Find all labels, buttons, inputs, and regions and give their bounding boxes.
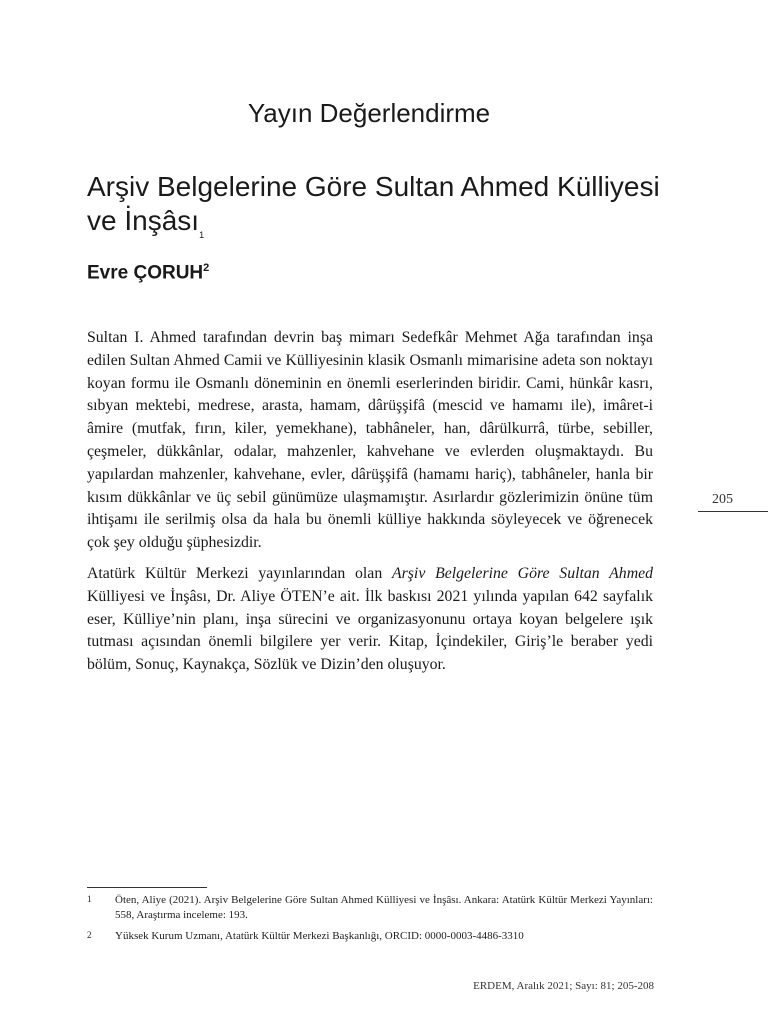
section-title: Yayın Değerlendirme	[247, 98, 491, 128]
footnote-1-mark: 1	[87, 894, 92, 904]
footnote-2	[87, 929, 653, 944]
title-footnote-mark[interactable]: 1	[199, 230, 205, 240]
page-number: 205	[712, 492, 733, 507]
body-paragraph-2	[87, 563, 653, 677]
author-name	[87, 262, 209, 284]
footnotes	[87, 893, 653, 950]
footnote-1	[87, 893, 653, 923]
journal-info: ERDEM, Aralık 2021; Sayı: 81; 205-208	[473, 980, 654, 992]
author-name-text: Evre ÇORUH	[87, 262, 204, 284]
book-title-italic: Arşiv Belgelerine Göre Sultan Ahmed	[391, 564, 654, 582]
body-paragraph-1: Sultan I. Ahmed tarafından devrin baş mimarı Sedefkâr Mehmet Ağa tarafından inşa edilen Sultan Ahmed Camii ve Külliyesinin klasik Osmanlı mimarisine adeta son noktayı koyan formu ile Osmanlı döneminin en önemli eserlerinden biridir. Cami, hünkâr kasrı, sıbyan mektebi, medrese, arasta, hamam, dârüşşifâ (mescid ve hamamı ile), imâret-i âmire (mutfak, fırın, kiler, yemekhane), tabhâneler, han, dârülkurrâ, türbe, sebiller, çeşmeler, dükkânlar, odalar, mahzenler, kahvehane ve evlerden oluşmaktaydı. Bu yapılardan mahzenler, kahvehane, evler, dârüşşifâ (hamamı hariç), tabhâneler, hanla bir kısım dükkânlar ve üç sebil günümüze ulaşmamıştır. Asırlardır gözlerimizin önüne tüm ihtişamı ile serilmiş olsa da hala bu önemli külliye hakkında söyleyecek ve öğrenecek çok şey olduğu şüphesizdir.	[87, 329, 653, 552]
footnote-2-text: Yüksek Kurum Uzmanı, Atatürk Kültür Merkezi Başkanlığı, ORCID: 0000-0003-4486-3310	[115, 930, 524, 942]
paragraph-2-rest: Külliyesi ve İnşâsı, Dr. Aliye ÖTEN’e ait. İlk baskısı 2021 yılında yapılan 642 sayfalık eser, Külliye’nin planı, inşa sürecini ve organizasyonunu ortaya koyan belgelere ışık tutması açısından önemli bilgilere yer verir. Kitap, İçindekiler, Giriş’le beraber yedi bölüm, Sonuç, Kaynakça, Sözlük ve Dizin’den oluşuyor.	[87, 587, 653, 674]
article-title	[87, 170, 667, 238]
author-footnote-mark[interactable]: 2	[203, 262, 210, 274]
footnote-divider	[87, 887, 207, 888]
page-number-rule	[698, 511, 768, 512]
footnote-2-mark: 2	[87, 930, 92, 940]
paragraph-2-start: Atatürk Kültür Merkezi yayınlarından olan	[87, 564, 392, 582]
footnote-1-text: Öten, Aliye (2021). Arşiv Belgelerine Göre Sultan Ahmed Külliyesi ve İnşâsı. Ankara: Atatürk Kültür Merkezi Yayınları: 558, Araştırma inceleme: 193.	[115, 894, 653, 921]
article-title-text: Arşiv Belgelerine Göre Sultan Ahmed Külliyesi ve İnşâsı	[87, 171, 660, 236]
article-body	[87, 327, 653, 685]
